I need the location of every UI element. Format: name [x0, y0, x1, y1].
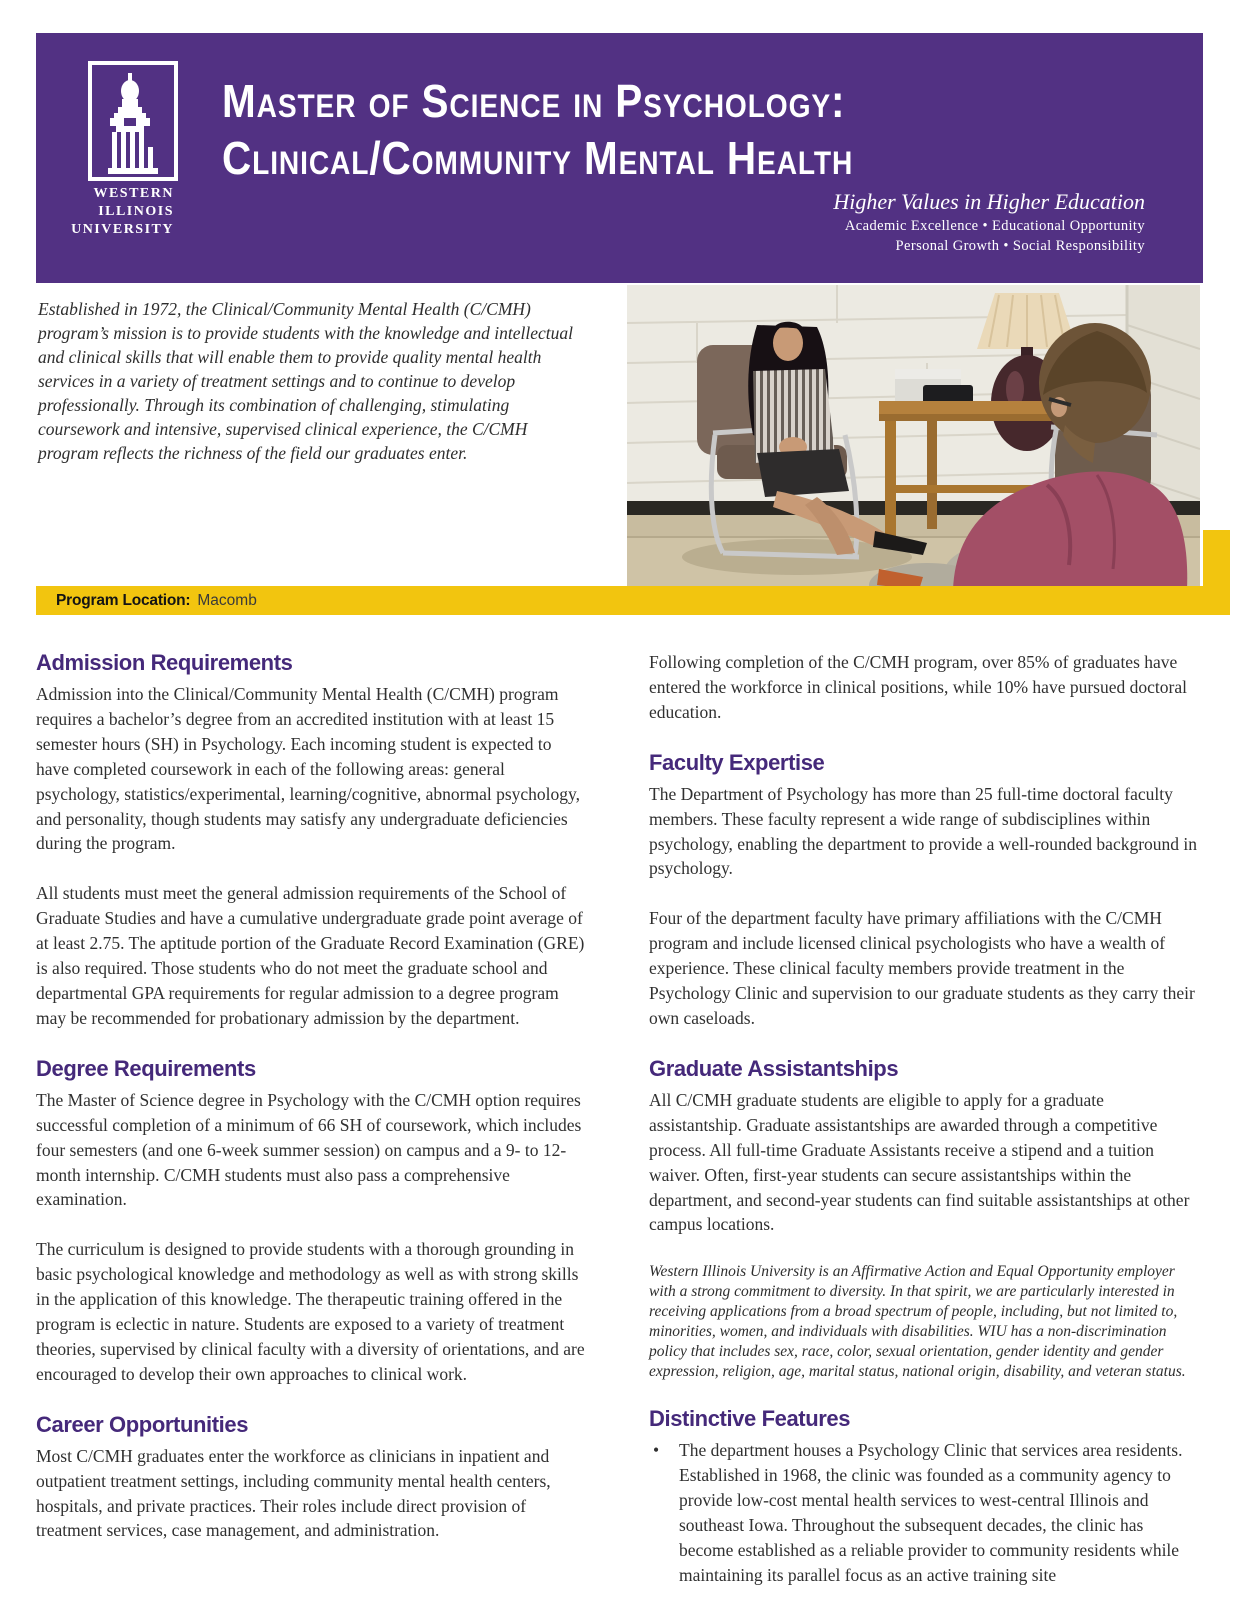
paragraph: Following completion of the C/CMH program, over 85% of graduates have entered the workforce in clinical positions, while 10% have pursued doctoral education.: [649, 652, 1187, 722]
bullet-marker: •: [653, 1440, 660, 1461]
paragraph: The Department of Psychology has more than 25 full-time doctoral faculty members. These faculty represent a wide range of subdisciplines within psychology, enabling the department to provide a well-rounded background in psychology.: [649, 783, 1198, 879]
left-column: [36, 650, 587, 1588]
paragraph: The Master of Science degree in Psychology with the C/CMH option requires successful completion of a minimum of 66 SH of coursework, which includes four semesters (and one 6-week summer session) on campus and a 9- to 12-month internship. C/CMH students must also pass a comprehensive examination.: [36, 1089, 582, 1210]
paragraph: All C/CMH graduate students are eligible to apply for a graduate assistantship. Graduate assistantships are awarded through a competitive process. All full-time Graduate Assistants receive a stipend and a tuition waiver. Often, first-year students can secure assistantships within the department, and second-year students can find suitable assistantships at other campus locations.: [649, 1089, 1190, 1235]
feature-text: The department houses a Psychology Clinic that services area residents. Established in 1968, the clinic was founded as a community agency to provide low-cost mental health services to west-central Illinois and southeast Iowa. Throughout the subsequent decades, the clinic has become established as a reliable provider to community residents while maintaining its parallel focus as an active training site: [679, 1440, 1183, 1585]
section-heading-degree-requirements: Degree Requirements: [36, 1055, 256, 1081]
section-heading-admission-requirements: Admission Requirements: [36, 650, 293, 675]
section-heading-distinctive-features: Distinctive Features: [649, 1406, 851, 1432]
paragraph: Most C/CMH graduates enter the workforce as clinicians in inpatient and outpatient treatment settings, including community mental health centers, hospitals, and private practices. Their roles include direct provision of treatment services, case management, and administration.: [36, 1445, 551, 1541]
intro-paragraph: Established in 1972, the Clinical/Community Mental Health (C/CMH) program’s mission is to provide students with the knowledge and intellectual and clinical skills that will enable them to provide quality mental health services in a variety of treatment settings and to continue to develop professionally. Through its combination of challenging, stimulating coursework and intensive, supervised clinical experience, the C/CMH program reflects the richness of the field our graduates enter.: [38, 299, 574, 463]
right-column: [649, 650, 1200, 1588]
logo-line-western: WESTERN: [93, 186, 174, 201]
page-title-line2: Clinical/Community Mental Health: [222, 132, 854, 184]
tagline: Higher Values in Higher Education: [833, 189, 1145, 214]
eeo-disclaimer: Western Illinois University is an Affirmative Action and Equal Opportunity employer with a strong commitment to diversity. In that spirit, we are particularly interested in receiving applications from a broad spectrum of people, including, but not limited to, minorities, women, and individuals with disabilities. WIU has a non-discrimination policy that includes sex, race, color, sexual orientation, gender identity and gender expression, religion, age, marital status, national origin, disability, and veteran status.: [649, 1263, 1186, 1381]
logo-line-university: UNIVERSITY: [71, 222, 174, 237]
paragraph: Admission into the Clinical/Community Mental Health (C/CMH) program requires a bachelor’s degree from an accredited institution with at least 15 semester hours (SH) in Psychology. Each incoming student is expected to have completed coursework in each of the following areas: general psychology, statistics/experimental, learning/cognitive, abnormal psychology, and personality, though students may satisfy any undergraduate deficiencies during the program.: [36, 684, 580, 854]
therapy-session-photo: [627, 285, 1200, 590]
page-title: [222, 73, 853, 187]
body-columns: [36, 650, 1200, 1588]
feature-list-item: [649, 1438, 1200, 1587]
logo-line-illinois: ILLINOIS: [98, 204, 174, 219]
program-location-value: Macomb: [197, 591, 257, 609]
wiu-logo-icon: [88, 61, 178, 181]
paragraph: All students must meet the general admission requirements of the School of Graduate Studies and have a cumulative undergraduate grade point average of at least 2.75. The aptitude portion of the Graduate Record Examination (GRE) is also required. Those students who do not meet the graduate school and departmental GPA requirements for regular admission to a degree program may be recommended for probationary admission by the department.: [36, 883, 585, 1028]
tagline-sub2: Personal Growth • Social Responsibility: [895, 238, 1145, 254]
tagline-sub1: Academic Excellence • Educational Opportunity: [844, 218, 1145, 234]
program-location-label: Program Location:: [56, 591, 191, 609]
section-heading-career-opportunities: Career Opportunities: [36, 1411, 249, 1437]
page-title-line1: Master of Science in Psychology:: [222, 75, 846, 127]
header-banner: [36, 33, 1203, 283]
tagline-block: [833, 188, 1145, 256]
section-heading-faculty-expertise: Faculty Expertise: [649, 749, 825, 775]
logo-wordmark: [44, 185, 174, 239]
section-heading-graduate-assistantships: Graduate Assistantships: [649, 1055, 899, 1081]
paragraph: Four of the department faculty have primary affiliations with the C/CMH program and include licensed clinical psychologists who have a wealth of experience. These clinical faculty members provide treatment in the Psychology Clinic and supervision to our graduate students as they carry their own caseloads.: [649, 908, 1195, 1028]
paragraph: The curriculum is designed to provide students with a thorough grounding in basic psychological knowledge and methodology as well as with strong skills in the application of this knowledge. The therapeutic training offered in the program is eclectic in nature. Students are exposed to a variety of treatment theories, supervised by clinical faculty with a diversity of orientations, and are encouraged to develop their own approaches to clinical work.: [36, 1239, 585, 1384]
program-location-bar: [36, 586, 1230, 615]
